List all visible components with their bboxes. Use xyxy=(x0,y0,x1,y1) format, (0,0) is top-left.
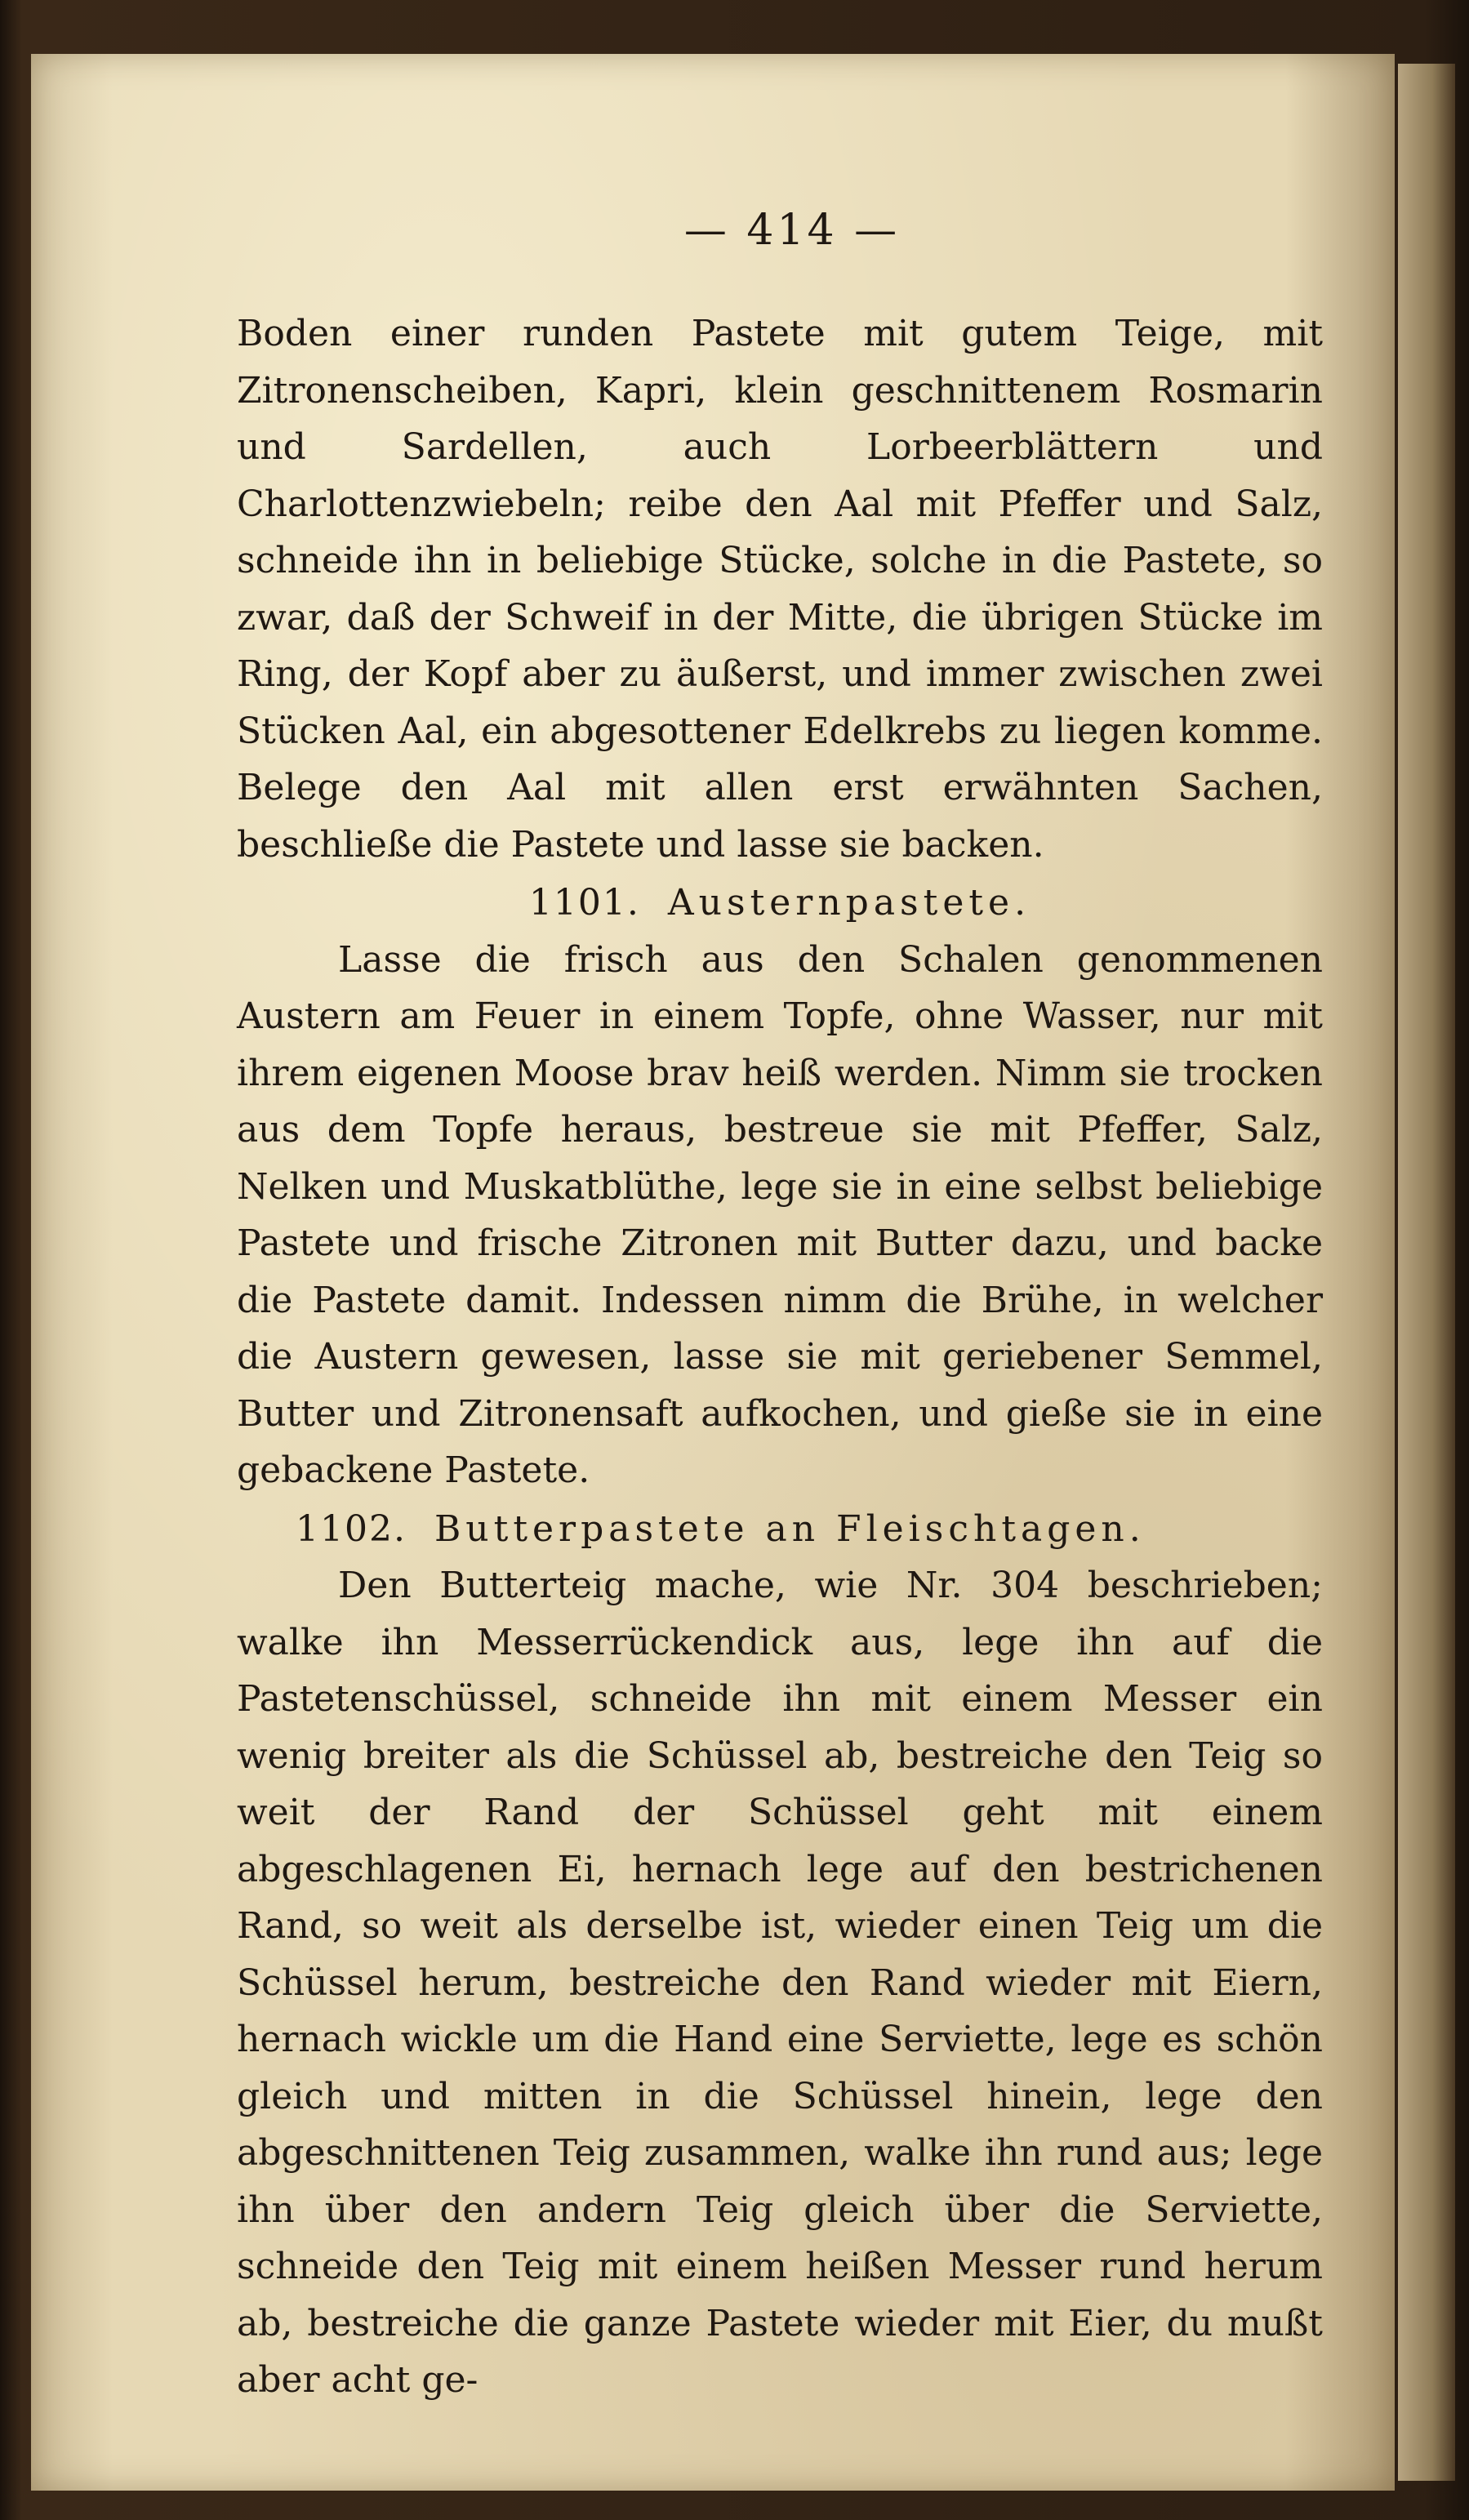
recipe-text-1101: Lasse die frisch aus den Schalen genommenen Austern am Feuer in einem Topfe, ohne Wasser, nur mit ihrem eigenen Moose brav heiß werden. Nimm sie trocken aus dem Topfe heraus, bestreue sie mit Pfeffer, Salz, Nelken und Muskatblüthe, lege sie in eine selbst beliebige Pastete und frische Zitronen mit Butter dazu, und backe die Pastete damit. Indessen nimm die Brühe, in welcher die Austern gewesen, lasse sie mit geriebener Semmel, Butter und Zitronensaft aufkochen, und gieße sie in eine gebackene Pastete. xyxy=(237,938,1323,1491)
next-page-edge xyxy=(1398,64,1455,2481)
page-number: — 414 — xyxy=(683,206,901,255)
recipe-text-1102: Den Butterteig mache, wie Nr. 304 beschrieben; walke ihn Messerrückendick aus, lege ihn auf die Pastetenschüssel, schneide ihn mit einem Messer ein wenig breiter als die Schüssel ab, bestreiche den Teig so weit der Rand der Schüssel geht mit einem abgeschlagenen Ei, hernach lege auf den bestrichenen Rand, so weit als derselbe ist, wieder einen Teig um die Schüssel herum, bestreiche den Rand wieder mit Eiern, hernach wickle um die Hand eine Serviette, lege es schön gleich und mitten in die Schüssel hinein, lege den abgeschnittenen Teig zusammen, walke ihn rund aus; lege ihn über den andern Teig gleich über die Serviette, schneide den Teig mit einem heißen Messer rund herum ab, bestreiche die ganze Pastete wieder mit Eier, du mußt aber acht ge- xyxy=(237,1565,1323,2401)
recipe-number: 1102. xyxy=(296,1507,407,1550)
recipe-title: Austernpastete. xyxy=(667,882,1031,924)
recipe-title: Butterpastete an Fleischtagen. xyxy=(434,1507,1146,1550)
recipe-heading-1101 xyxy=(237,875,1323,932)
page-text xyxy=(237,194,1323,2409)
recipe-heading-1102 xyxy=(237,1501,1323,1558)
recipe-number: 1101. xyxy=(528,882,640,924)
continuation-paragraph: Boden einer runden Pastete mit gutem Teige, mit Zitronenscheiben, Kapri, klein geschnittenem Rosmarin und Sardellen, auch Lorbeerblättern und Charlottenzwiebeln; reibe den Aal mit Pfeffer und Salz, schneide ihn in beliebige Stücke, solche in die Pastete, so zwar, daß der Schweif in der Mitte, die übrigen Stücke im Ring, der Kopf aber zu äußerst, und immer zwischen zwei Stücken Aal, ein abgesottener Edelkrebs zu liegen komme. Belege den Aal mit allen erst erwähnten Sachen, beschließe die Pastete und lasse sie backen. xyxy=(237,313,1323,866)
